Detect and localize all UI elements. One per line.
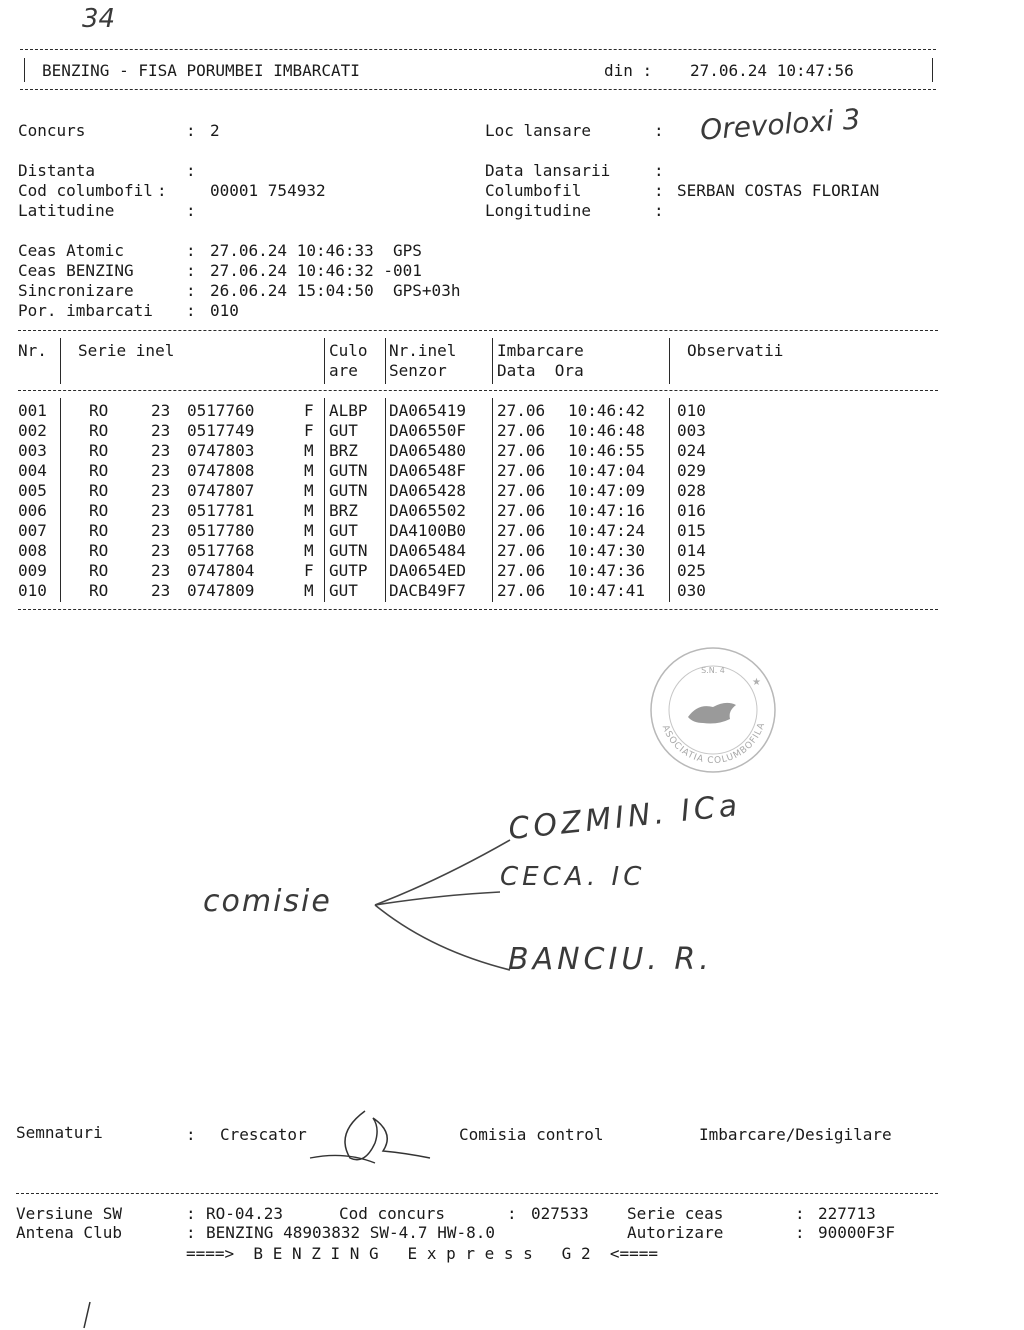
cell-sex: M (304, 541, 314, 560)
cell-tara: RO (89, 521, 109, 540)
cell-culoare: GUTN (329, 461, 368, 480)
ceas-atomic-label: Ceas Atomic (18, 241, 124, 260)
cell-nr: 002 (18, 421, 47, 440)
cell-nr: 006 (18, 501, 47, 520)
cell-senzor: DA065428 (389, 481, 467, 500)
colon: : (186, 121, 196, 140)
loc-lansare-handwritten: Orevoloxi 3 (699, 102, 862, 147)
cell-serie: 0747807 (187, 481, 255, 500)
col-sep (669, 338, 670, 384)
colon: : (795, 1204, 805, 1223)
colon: : (654, 161, 664, 180)
footer-rule (16, 1193, 938, 1194)
cell-serie: 0517760 (187, 401, 255, 420)
sincronizare-value: 26.06.24 15:04:50 GPS+03h (210, 281, 461, 300)
cell-senzor: DA06550F (389, 421, 467, 440)
cell-senzor: DA0654ED (389, 561, 467, 580)
cell-an: 23 (151, 581, 171, 600)
cell-obs: 025 (677, 561, 706, 580)
cell-culoare: BRZ (329, 501, 358, 520)
data-lansarii-label: Data lansarii (485, 161, 611, 180)
colon: : (654, 181, 664, 200)
cell-obs: 015 (677, 521, 706, 540)
colon: : (654, 201, 664, 220)
cell-ora: 10:46:55 (568, 441, 646, 460)
cell-serie: 0747808 (187, 461, 255, 480)
th-culoare-2: are (329, 361, 358, 380)
cell-sex: M (304, 461, 314, 480)
th-nr: Nr. (18, 341, 47, 360)
comisia-control-label: Comisia control (459, 1125, 604, 1144)
cell-serie: 0747804 (187, 561, 255, 580)
th-nrinel-1: Nr.inel (389, 341, 457, 360)
cell-data: 27.06 (497, 521, 546, 540)
colon: : (186, 201, 196, 220)
commission-member-1: COZMIN. ICa (506, 787, 743, 848)
table-bottom-rule (18, 609, 938, 610)
cell-data: 27.06 (497, 441, 546, 460)
pen-mark (78, 1300, 98, 1330)
cell-senzor: DA065502 (389, 501, 467, 520)
cell-nr: 001 (18, 401, 47, 420)
commission-member-3: BANCIU. R. (508, 942, 713, 977)
cell-ora: 10:47:16 (568, 501, 646, 520)
cell-senzor: DA4100B0 (389, 521, 467, 540)
concurs-value: 2 (210, 121, 220, 140)
colon: : (186, 241, 196, 260)
cell-ora: 10:46:42 (568, 401, 646, 420)
cell-tara: RO (89, 561, 109, 580)
col-sep (60, 338, 61, 384)
crescator-label: Crescator (220, 1125, 307, 1144)
cell-tara: RO (89, 481, 109, 500)
colon: : (795, 1223, 805, 1242)
colon: : (186, 1223, 196, 1242)
colon: : (186, 161, 196, 180)
cell-senzor: DA06548F (389, 461, 467, 480)
cell-nr: 007 (18, 521, 47, 540)
col-sep (385, 338, 386, 384)
cell-culoare: GUT (329, 581, 358, 600)
cell-tara: RO (89, 421, 109, 440)
cell-senzor: DA065484 (389, 541, 467, 560)
table-top-rule (18, 330, 938, 331)
th-imbarcare-1: Imbarcare (497, 341, 584, 360)
colon: : (507, 1204, 517, 1223)
cell-obs: 003 (677, 421, 706, 440)
cell-obs: 030 (677, 581, 706, 600)
th-culoare-1: Culo (329, 341, 368, 360)
concurs-label: Concurs (18, 121, 86, 140)
cell-obs: 029 (677, 461, 706, 480)
cell-senzor: DA065480 (389, 441, 467, 460)
th-observatii: Observatii (687, 341, 784, 360)
cell-serie: 0517749 (187, 421, 255, 440)
cell-serie: 0517780 (187, 521, 255, 540)
col-sep (492, 398, 493, 602)
cell-nr: 010 (18, 581, 47, 600)
cell-nr: 005 (18, 481, 47, 500)
cell-nr: 004 (18, 461, 47, 480)
cell-data: 27.06 (497, 481, 546, 500)
versiune-value: RO-04.23 (206, 1204, 284, 1223)
antena-value: BENZING 48903832 SW-4.7 HW-8.0 (206, 1223, 495, 1242)
header-top-rule (20, 49, 936, 50)
cell-data: 27.06 (497, 561, 546, 580)
ceas-atomic-value: 27.06.24 10:46:33 GPS (210, 241, 422, 260)
cell-sex: M (304, 481, 314, 500)
pigeon-icon (688, 703, 736, 724)
star-icon: ★ (752, 677, 761, 688)
por-imbarcati-value: 010 (210, 301, 239, 320)
cell-tara: RO (89, 581, 109, 600)
cell-sex: F (304, 561, 314, 580)
cell-tara: RO (89, 461, 109, 480)
page-number: 34 (82, 4, 116, 34)
cell-serie: 0747809 (187, 581, 255, 600)
cell-culoare: BRZ (329, 441, 358, 460)
cell-an: 23 (151, 401, 171, 420)
colon: : (186, 301, 196, 320)
cell-sex: M (304, 521, 314, 540)
crescator-signature (305, 1103, 435, 1173)
cell-data: 27.06 (497, 421, 546, 440)
cell-an: 23 (151, 521, 171, 540)
imbarcare-desigilare-label: Imbarcare/Desigilare (699, 1125, 892, 1144)
cell-ora: 10:46:48 (568, 421, 646, 440)
header-title: BENZING - FISA PORUMBEI IMBARCATI (42, 61, 360, 80)
cell-culoare: GUTN (329, 541, 368, 560)
cell-tara: RO (89, 501, 109, 520)
cell-obs: 024 (677, 441, 706, 460)
header-right-border (932, 58, 933, 82)
cell-obs: 014 (677, 541, 706, 560)
cell-ora: 10:47:36 (568, 561, 646, 580)
th-serie: Serie inel (78, 341, 175, 360)
cell-data: 27.06 (497, 401, 546, 420)
colon: : (186, 1204, 196, 1223)
cell-senzor: DACB49F7 (389, 581, 467, 600)
header-din-value: 27.06.24 10:47:56 (690, 61, 854, 80)
cell-ora: 10:47:41 (568, 581, 646, 600)
cell-ora: 10:47:24 (568, 521, 646, 540)
longitudine-label: Longitudine (485, 201, 591, 220)
col-sep (385, 398, 386, 602)
signatures-colon: : (186, 1125, 196, 1144)
cell-data: 27.06 (497, 541, 546, 560)
colon: : (186, 261, 196, 280)
cell-nr: 008 (18, 541, 47, 560)
cell-obs: 028 (677, 481, 706, 500)
cell-serie: 0517768 (187, 541, 255, 560)
th-imbarcare-2: Data Ora (497, 361, 584, 380)
cell-culoare: GUTP (329, 561, 368, 580)
cell-obs: 016 (677, 501, 706, 520)
loc-lansare-label: Loc lansare (485, 121, 591, 140)
cell-culoare: ALBP (329, 401, 368, 420)
cell-obs: 010 (677, 401, 706, 420)
latitudine-label: Latitudine (18, 201, 115, 220)
sincronizare-label: Sincronizare (18, 281, 134, 300)
th-nrinel-2: Senzor (389, 361, 447, 380)
distanta-label: Distanta (18, 161, 96, 180)
cell-an: 23 (151, 441, 171, 460)
stamp-ring-text: ASOCIATIA COLUMBOFILA (659, 720, 768, 767)
por-imbarcati-label: Por. imbarcati (18, 301, 153, 320)
cell-senzor: DA065419 (389, 401, 467, 420)
cod-columbofil-label: Cod columbofil (18, 181, 153, 200)
col-sep (324, 398, 325, 602)
colon: : (157, 181, 167, 200)
colon: : (186, 281, 196, 300)
commission-member-2: CECA. IC (500, 862, 646, 892)
cell-culoare: GUTN (329, 481, 368, 500)
cell-an: 23 (151, 561, 171, 580)
commission-bracket (370, 820, 530, 1020)
columbofil-label: Columbofil (485, 181, 582, 200)
cell-ora: 10:47:09 (568, 481, 646, 500)
columbofil-value: SERBAN COSTAS FLORIAN (677, 181, 880, 200)
col-sep (669, 398, 670, 602)
serie-ceas-label: Serie ceas (627, 1204, 724, 1223)
versiune-label: Versiune SW (16, 1204, 122, 1223)
ceas-benzing-label: Ceas BENZING (18, 261, 134, 280)
cod-concurs-label: Cod concurs (339, 1204, 445, 1223)
cell-an: 23 (151, 421, 171, 440)
header-bottom-rule (20, 89, 936, 90)
cod-columbofil-value: 00001 754932 (210, 181, 326, 200)
antena-label: Antena Club (16, 1223, 122, 1242)
cell-data: 27.06 (497, 501, 546, 520)
cell-ora: 10:47:30 (568, 541, 646, 560)
cell-sex: M (304, 581, 314, 600)
club-stamp (648, 645, 778, 775)
colon: : (654, 121, 664, 140)
cell-data: 27.06 (497, 581, 546, 600)
ceas-benzing-value: 27.06.24 10:46:32 -001 (210, 261, 422, 280)
cell-sex: M (304, 501, 314, 520)
cell-data: 27.06 (497, 461, 546, 480)
header-left-border (24, 58, 25, 82)
signatures-label: Semnaturi (16, 1123, 103, 1142)
cell-an: 23 (151, 501, 171, 520)
col-sep (60, 398, 61, 602)
stamp-top-text: S.N. 4 (701, 666, 725, 675)
cell-serie: 0517781 (187, 501, 255, 520)
cell-an: 23 (151, 481, 171, 500)
cell-tara: RO (89, 441, 109, 460)
cell-nr: 003 (18, 441, 47, 460)
cell-ora: 10:47:04 (568, 461, 646, 480)
serie-ceas-value: 227713 (818, 1204, 876, 1223)
cell-culoare: GUT (329, 421, 358, 440)
brand-line: ====> B E N Z I N G E x p r e s s G 2 <==== (186, 1244, 659, 1263)
commission-label: comisie (203, 884, 332, 919)
cell-an: 23 (151, 461, 171, 480)
autorizare-value: 90000F3F (818, 1223, 896, 1242)
col-sep (492, 338, 493, 384)
cell-serie: 0747803 (187, 441, 255, 460)
col-sep (324, 338, 325, 384)
cell-sex: F (304, 421, 314, 440)
table-header-rule (18, 390, 938, 391)
cell-sex: F (304, 401, 314, 420)
cell-nr: 009 (18, 561, 47, 580)
autorizare-label: Autorizare (627, 1223, 724, 1242)
cell-tara: RO (89, 401, 109, 420)
cell-an: 23 (151, 541, 171, 560)
cod-concurs-value: 027533 (531, 1204, 589, 1223)
cell-culoare: GUT (329, 521, 358, 540)
cell-tara: RO (89, 541, 109, 560)
header-din-label: din : (604, 61, 653, 80)
cell-sex: M (304, 441, 314, 460)
